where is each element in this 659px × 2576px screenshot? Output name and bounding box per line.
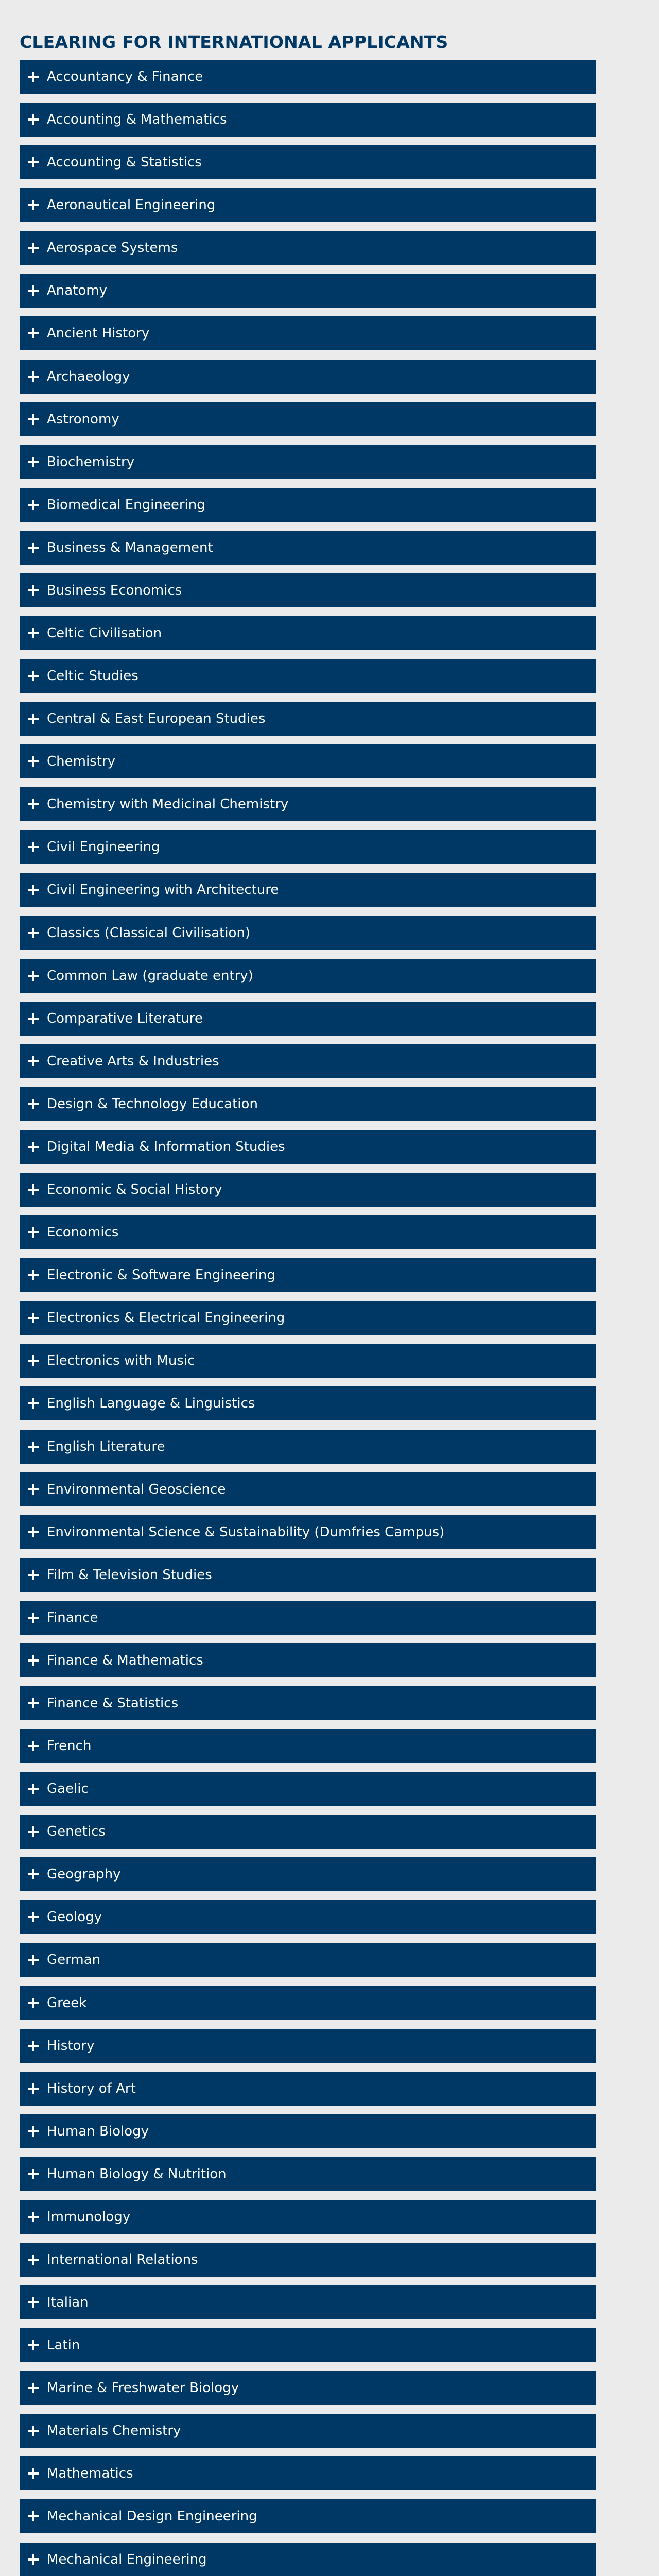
plus-icon [28, 1184, 39, 1195]
accordion-item[interactable] [20, 1986, 596, 2020]
plus-icon [28, 671, 39, 681]
accordion-item-label: Common Law (graduate entry) [47, 968, 253, 984]
plus-icon [28, 2041, 39, 2051]
accordion-item[interactable] [20, 360, 596, 394]
accordion-item-label: Mechanical Engineering [47, 2551, 207, 2567]
accordion-item-label: Creative Arts & Industries [47, 1053, 219, 1069]
accordion-item[interactable] [20, 2543, 596, 2576]
accordion-item[interactable] [20, 1173, 596, 1207]
accordion-item-label: Environmental Science & Sustainability (Dumfries Campus) [47, 1524, 445, 1540]
accordion-item[interactable] [20, 2414, 596, 2448]
plus-icon [28, 1869, 39, 1879]
plus-icon [28, 1613, 39, 1623]
accordion-item[interactable] [20, 2072, 596, 2106]
plus-icon [28, 371, 39, 382]
plus-icon [28, 628, 39, 638]
accordion-item-label: Civil Engineering [47, 839, 160, 855]
plus-icon [28, 1998, 39, 2008]
accordion-item[interactable] [20, 1686, 596, 1720]
plus-icon [28, 457, 39, 467]
accordion-item-label: Electronic & Software Engineering [47, 1267, 275, 1283]
accordion-item[interactable] [20, 1943, 596, 1977]
accordion-item-label: Geology [47, 1909, 102, 1925]
accordion-item[interactable] [20, 2200, 596, 2234]
accordion-item[interactable] [20, 1729, 596, 1763]
accordion-item[interactable] [20, 402, 596, 436]
accordion-item-label: Materials Chemistry [47, 2423, 181, 2439]
plus-icon [28, 2383, 39, 2393]
accordion-item[interactable] [20, 2114, 596, 2148]
plus-icon [28, 1784, 39, 1794]
accordion-item[interactable] [20, 1002, 596, 1036]
plus-icon [28, 328, 39, 338]
accordion-item-label: Ancient History [47, 326, 150, 342]
accordion-item[interactable] [20, 1558, 596, 1592]
accordion-item-label: Chemistry with Medicinal Chemistry [47, 796, 289, 812]
main-content [20, 0, 596, 2576]
plus-icon [28, 1099, 39, 1109]
plus-icon [28, 157, 39, 167]
subject-accordion [20, 60, 596, 2576]
accordion-item-label: Electronics & Electrical Engineering [47, 1310, 285, 1326]
plus-icon [28, 72, 39, 82]
accordion-item-label: Mechanical Design Engineering [47, 2509, 257, 2524]
accordion-item-label: Genetics [47, 1824, 106, 1840]
accordion-item-label: Business & Management [47, 539, 213, 555]
plus-icon [28, 2340, 39, 2350]
plus-icon [28, 200, 39, 210]
plus-icon [28, 928, 39, 938]
plus-icon [28, 1655, 39, 1666]
accordion-item-label: Accounting & Statistics [47, 155, 202, 171]
accordion-item[interactable] [20, 702, 596, 736]
accordion-item[interactable] [20, 531, 596, 565]
accordion-item[interactable] [20, 2157, 596, 2191]
accordion-item[interactable] [20, 1515, 596, 1549]
plus-icon [28, 2468, 39, 2479]
accordion-item-label: Film & Television Studies [47, 1567, 212, 1583]
plus-icon [28, 1698, 39, 1708]
plus-icon [28, 500, 39, 510]
accordion-item-label: Environmental Geoscience [47, 1481, 226, 1497]
plus-icon [28, 1142, 39, 1152]
plus-icon [28, 114, 39, 125]
accordion-item-label: History of Art [47, 2080, 136, 2096]
accordion-item[interactable] [20, 573, 596, 607]
accordion-item-label: Economic & Social History [47, 1182, 222, 1198]
accordion-item-label: Human Biology & Nutrition [47, 2166, 227, 2182]
accordion-item-label: Digital Media & Information Studies [47, 1139, 285, 1155]
accordion-item-label: Human Biology [47, 2123, 149, 2139]
accordion-item-label: French [47, 1738, 92, 1754]
plus-icon [28, 243, 39, 253]
accordion-item-label: Italian [47, 2295, 89, 2311]
accordion-item-label: International Relations [47, 2251, 198, 2267]
accordion-item[interactable] [20, 1772, 596, 1806]
accordion-item[interactable] [20, 830, 596, 864]
accordion-item-label: Civil Engineering with Architecture [47, 882, 279, 898]
accordion-item-label: Marine & Freshwater Biology [47, 2380, 239, 2396]
accordion-item[interactable] [20, 2285, 596, 2319]
plus-icon [28, 1442, 39, 1452]
plus-icon [28, 2083, 39, 2094]
plus-icon [28, 2169, 39, 2179]
accordion-item[interactable] [20, 316, 596, 350]
accordion-item[interactable] [20, 1301, 596, 1335]
plus-icon [28, 1227, 39, 1238]
plus-icon [28, 1570, 39, 1580]
accordion-item[interactable] [20, 2243, 596, 2277]
accordion-item[interactable] [20, 445, 596, 479]
plus-icon [28, 1013, 39, 1024]
plus-icon [28, 885, 39, 895]
accordion-item-label: Aerospace Systems [47, 240, 178, 256]
accordion-item[interactable] [20, 959, 596, 993]
accordion-item-label: Biochemistry [47, 454, 135, 470]
accordion-item[interactable] [20, 1643, 596, 1677]
plus-icon [28, 414, 39, 425]
accordion-item-label: Accounting & Mathematics [47, 112, 227, 128]
accordion-item-label: Finance [47, 1609, 98, 1625]
accordion-item-label: Biomedical Engineering [47, 497, 205, 513]
accordion-item-label: Finance & Statistics [47, 1695, 179, 1711]
plus-icon [28, 1955, 39, 1965]
accordion-item[interactable] [20, 1900, 596, 1934]
plus-icon [28, 543, 39, 553]
plus-icon [28, 2426, 39, 2436]
accordion-item[interactable] [20, 1258, 596, 1292]
accordion-item-label: Geography [47, 1867, 121, 1883]
accordion-item-label: History [47, 2038, 95, 2054]
accordion-item[interactable] [20, 488, 596, 522]
accordion-item[interactable] [20, 1344, 596, 1378]
plus-icon [28, 1527, 39, 1537]
plus-icon [28, 1355, 39, 1366]
plus-icon [28, 1270, 39, 1280]
accordion-item-label: Comparative Literature [47, 1010, 203, 1026]
plus-icon [28, 585, 39, 596]
accordion-item[interactable] [20, 1215, 596, 1249]
accordion-item-label: Central & East European Studies [47, 711, 266, 727]
accordion-item-label: German [47, 1952, 101, 1968]
plus-icon [28, 2297, 39, 2308]
page-title: CLEARING FOR INTERNATIONAL APPLICANTS [20, 32, 448, 52]
plus-icon [28, 1912, 39, 1922]
plus-icon [28, 2255, 39, 2265]
accordion-item[interactable] [20, 2328, 596, 2362]
plus-icon [28, 714, 39, 724]
accordion-item[interactable] [20, 103, 596, 137]
accordion-item[interactable] [20, 616, 596, 650]
accordion-item-label: Celtic Civilisation [47, 625, 162, 641]
accordion-item[interactable] [20, 1130, 596, 1164]
accordion-item[interactable] [20, 1386, 596, 1420]
accordion-item-label: Mathematics [47, 2466, 133, 2482]
plus-icon [28, 971, 39, 981]
accordion-item[interactable] [20, 1044, 596, 1078]
accordion-item-label: Gaelic [47, 1781, 89, 1797]
accordion-item[interactable] [20, 231, 596, 265]
accordion-item[interactable] [20, 1857, 596, 1891]
plus-icon [28, 1741, 39, 1751]
accordion-item[interactable] [20, 916, 596, 950]
accordion-item[interactable] [20, 787, 596, 821]
plus-icon [28, 842, 39, 852]
accordion-item[interactable] [20, 1472, 596, 1506]
accordion-item[interactable] [20, 2371, 596, 2405]
accordion-item-label: English Literature [47, 1438, 165, 1454]
accordion-item[interactable] [20, 1430, 596, 1464]
accordion-item[interactable] [20, 2029, 596, 2063]
accordion-item-label: English Language & Linguistics [47, 1396, 255, 1412]
plus-icon [28, 1398, 39, 1409]
accordion-item-label: Electronics with Music [47, 1353, 195, 1369]
accordion-item[interactable] [20, 2499, 596, 2533]
plus-icon [28, 2126, 39, 2137]
accordion-item[interactable] [20, 873, 596, 907]
accordion-item-label: Economics [47, 1225, 119, 1241]
accordion-item-label: Accountancy & Finance [47, 69, 203, 84]
accordion-item-label: Aeronautical Engineering [47, 197, 216, 213]
accordion-item-label: Chemistry [47, 754, 115, 770]
accordion-item[interactable] [20, 1815, 596, 1849]
plus-icon [28, 799, 39, 809]
accordion-item[interactable] [20, 744, 596, 778]
accordion-item-label: Finance & Mathematics [47, 1652, 203, 1668]
plus-icon [28, 2212, 39, 2222]
accordion-item-label: Business Economics [47, 582, 182, 598]
accordion-item-label: Classics (Classical Civilisation) [47, 925, 251, 941]
plus-icon [28, 1313, 39, 1323]
accordion-item-label: Astronomy [47, 411, 119, 427]
accordion-item[interactable] [20, 1601, 596, 1635]
accordion-item[interactable] [20, 1087, 596, 1121]
accordion-item-label: Archaeology [47, 368, 130, 384]
plus-icon [28, 285, 39, 296]
accordion-item[interactable] [20, 188, 596, 222]
accordion-item-label: Immunology [47, 2209, 131, 2225]
accordion-item[interactable] [20, 2456, 596, 2490]
accordion-item[interactable] [20, 659, 596, 693]
plus-icon [28, 1484, 39, 1495]
plus-icon [28, 2554, 39, 2565]
accordion-item-label: Design & Technology Education [47, 1096, 258, 1112]
accordion-item-label: Anatomy [47, 283, 108, 299]
plus-icon [28, 2511, 39, 2521]
plus-icon [28, 1056, 39, 1066]
plus-icon [28, 1826, 39, 1837]
accordion-item[interactable] [20, 274, 596, 308]
accordion-item[interactable] [20, 60, 596, 94]
accordion-item-label: Greek [47, 1995, 87, 2011]
accordion-item-label: Celtic Studies [47, 668, 138, 684]
plus-icon [28, 756, 39, 767]
accordion-item[interactable] [20, 145, 596, 179]
accordion-item-label: Latin [47, 2337, 80, 2353]
